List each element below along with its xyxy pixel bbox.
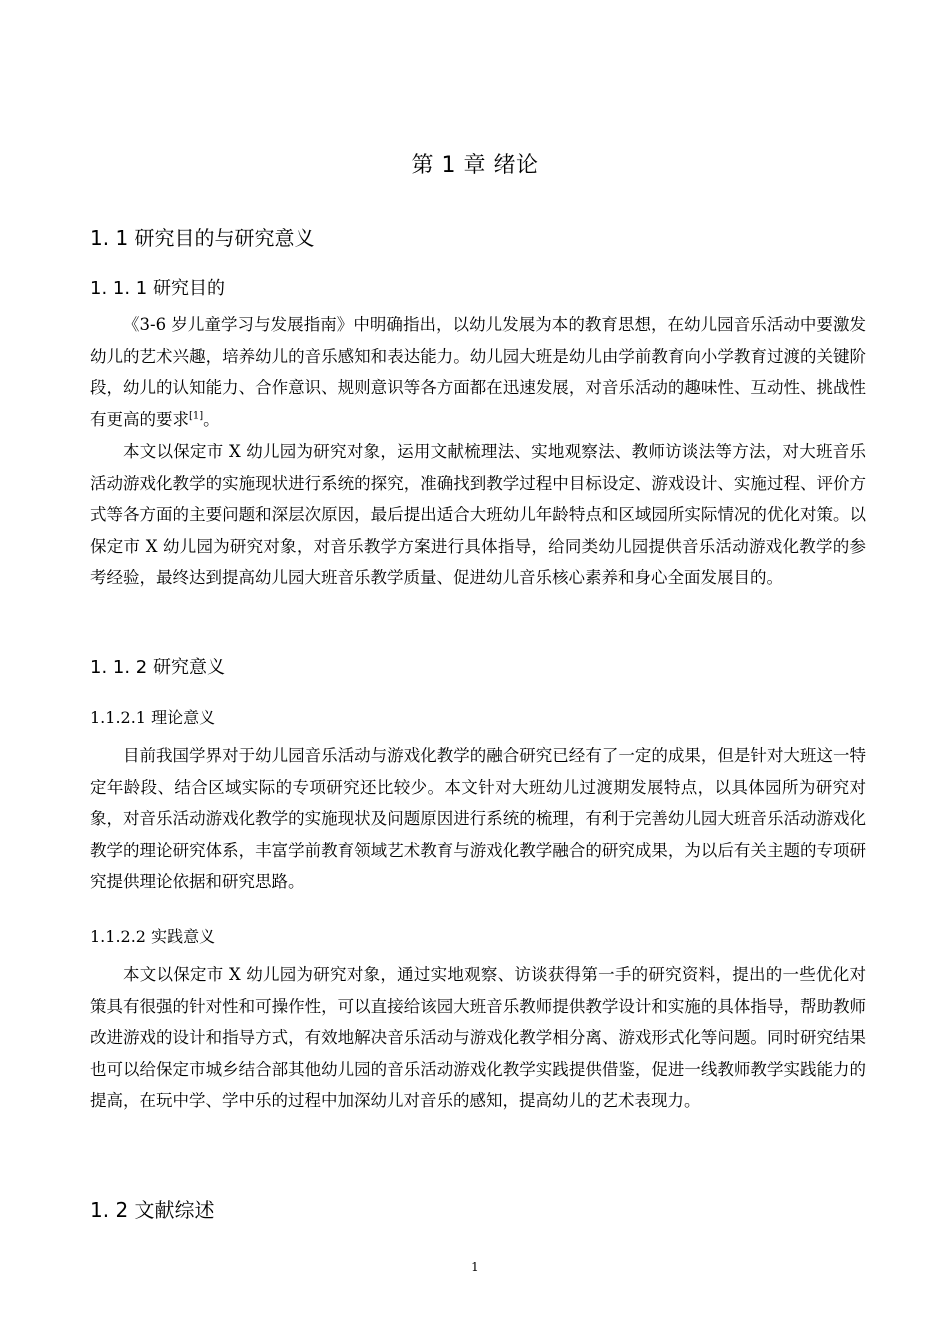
paragraph-text-end: 。 (203, 409, 220, 429)
chapter-title: 第 1 章 绪论 (411, 153, 539, 178)
section-heading-1-1-2: 1. 1. 2 研究意义 (90, 657, 225, 678)
section-heading-1-1-1: 1. 1. 1 研究目的 (90, 278, 225, 299)
paragraph-text: 《3-6 岁儿童学习与发展指南》中明确指出，以幼儿发展为本的教育思想，在幼儿园音乐活动中要激发幼儿的艺术兴趣，培养幼儿的音乐感知和表达能力。幼儿园大班是幼儿由学前教育向小学教育过渡的关键阶段，幼儿的认知能力、合作意识、规则意识等各方面都在迅速发展，对音乐活动的趣味性、互动性、挑战性有更高的要求 (90, 315, 866, 429)
section-heading-1-1: 1. 1 研究目的与研究意义 (90, 226, 315, 250)
section-heading-1-1-2-2: 1.1.2.2 实践意义 (90, 927, 216, 946)
paragraph-theoretical-significance: 目前我国学界对于幼儿园音乐活动与游戏化教学的融合研究已经有了一定的成果，但是针对大班这一特定年龄段、结合区域实际的专项研究还比较少。本文针对大班幼儿过渡期发展特点，以具体园所为研究对象，对音乐活动游戏化教学的实施现状及问题原因进行系统的梳理，有利于完善幼儿园大班音乐活动游戏化教学的理论研究体系，丰富学前教育领域艺术教育与游戏化教学融合的研究成果，为以后有关主题的专项研究提供理论依据和研究思路。 (90, 746, 866, 892)
section-heading-1-2: 1. 2 文献综述 (90, 1198, 215, 1222)
citation-marker: [1] (189, 410, 204, 422)
paragraph-research-purpose-1 (90, 309, 866, 435)
page-number: 1 (471, 1260, 479, 1274)
paragraph-research-purpose-2: 本文以保定市 X 幼儿园为研究对象，运用文献梳理法、实地观察法、教师访谈法等方法，对大班音乐活动游戏化教学的实施现状进行系统的探究，准确找到教学过程中目标设定、游戏设计、实施过程、评价方式等各方面的主要问题和深层次原因，最后提出适合大班幼儿年龄特点和区域园所实际情况的优化对策。以保定市 X 幼儿园为研究对象，对音乐教学方案进行具体指导，给同类幼儿园提供音乐活动游戏化教学的参考经验，最终达到提高幼儿园大班音乐教学质量、促进幼儿音乐核心素养和身心全面发展目的。 (90, 442, 866, 588)
section-heading-1-1-2-1: 1.1.2.1 理论意义 (90, 708, 216, 727)
paragraph-practical-significance: 本文以保定市 X 幼儿园为研究对象，通过实地观察、访谈获得第一手的研究资料，提出的一些优化对策具有很强的针对性和可操作性，可以直接给该园大班音乐教师提供教学设计和实施的具体指导，帮助教师改进游戏的设计和指导方式，有效地解决音乐活动与游戏化教学相分离、游戏形式化等问题。同时研究结果也可以给保定市城乡结合部其他幼儿园的音乐活动游戏化教学实践提供借鉴，促进一线教师教学实践能力的提高，在玩中学、学中乐的过程中加深幼儿对音乐的感知，提高幼儿的艺术表现力。 (90, 965, 866, 1111)
